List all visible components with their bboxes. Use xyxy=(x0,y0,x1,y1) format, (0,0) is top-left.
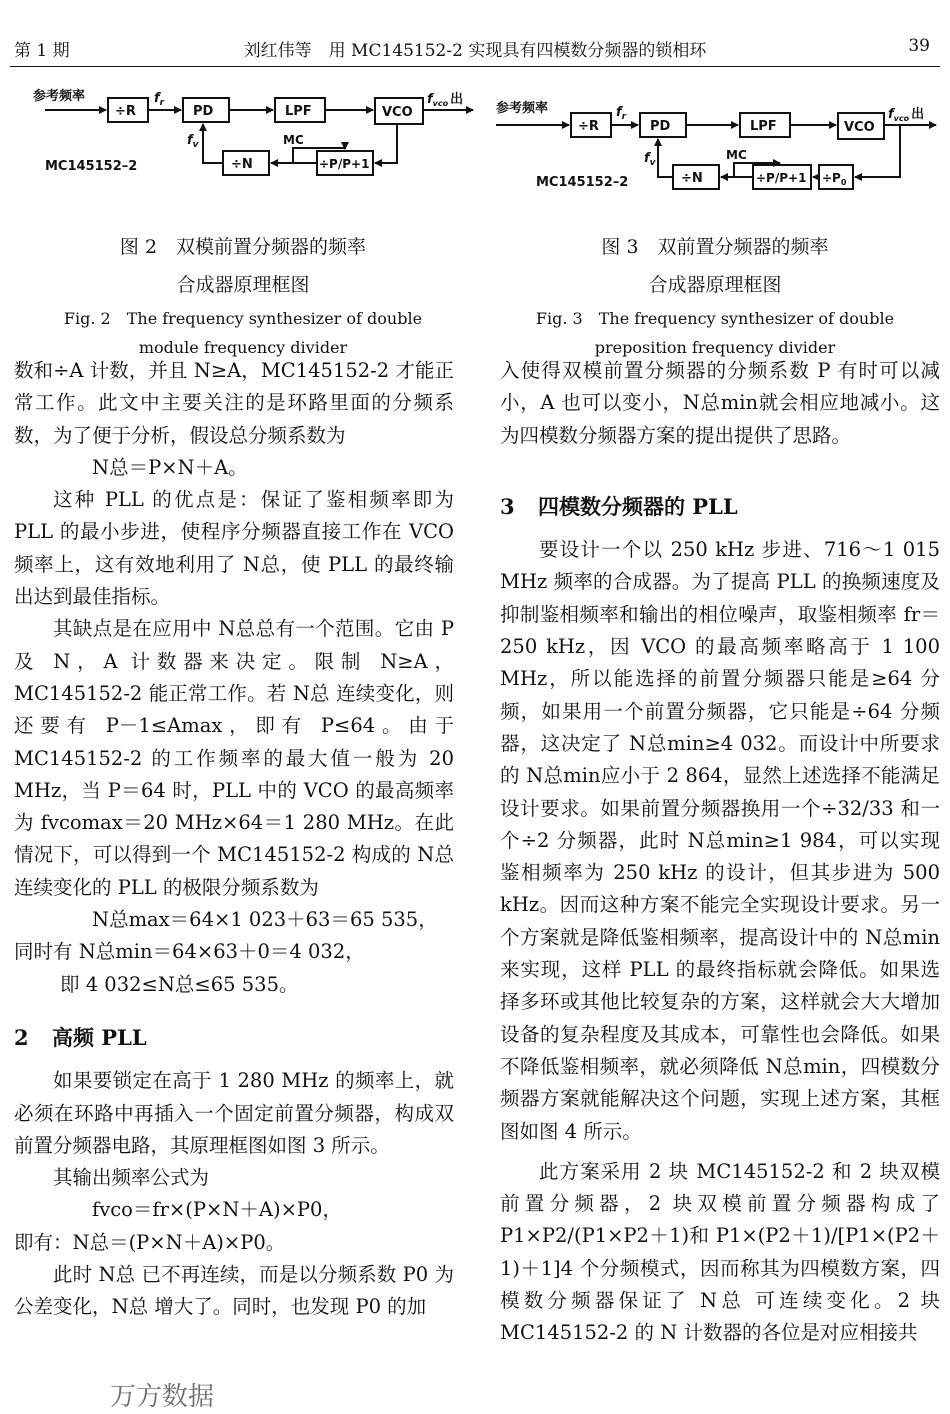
section-3-title: 四模数分频器的 PLL xyxy=(538,493,738,519)
fig3-fv-label: $f_v$ xyxy=(644,151,656,168)
fig2-n-label: ÷N xyxy=(231,157,253,172)
equation-n-total-p0: 即有：N总＝(P×N＋A)×P0。 xyxy=(14,1230,286,1254)
fig2-caption-zh-line2: 合成器原理框图 xyxy=(176,274,310,296)
equation-n-total: N总＝P×N＋A。 xyxy=(92,455,248,479)
section-3-number: 3 xyxy=(500,493,515,519)
fig3-pd-label: PD xyxy=(650,119,671,134)
page-header xyxy=(0,0,950,64)
right-column xyxy=(500,355,940,1350)
fig2-caption-en-line1: Fig. 2 The frequency synthesizer of double xyxy=(63,309,423,328)
fig2-r-label: ÷R xyxy=(115,104,136,119)
section-2-title: 高频 PLL xyxy=(52,1024,147,1050)
left-paragraph-1: 数和÷A 计数，并且 N≥A，MC145152-2 才能正常工作。此文中主要关注的是环路里面的分频系数，为了便于分析，假设总分频系数为 xyxy=(14,359,454,447)
fig3-caption-zh-line1: 图 3 双前置分频器的频率 xyxy=(601,236,829,258)
equation-n-max: N总max＝64×1 023＋63＝65 535， xyxy=(92,908,438,932)
fig3-caption-en-line1: Fig. 3 The frequency synthesizer of double xyxy=(535,309,895,328)
fig2-output-label: $f_{vco}$ 出 xyxy=(427,92,464,108)
right-paragraph-1: 入使得双模前置分频器的分频系数 P 有时可以减小，A 也可以变小，N总min就会相应地减小。这为四模数分频器方案的提出提供了思路。 xyxy=(500,359,940,447)
left-paragraph-4: 如果要锁定在高于 1 280 MHz 的频率上，就必须在环路中再插入一个固定前置分频器，构成双前置分频器电路，其原理框图如图 3 所示。 xyxy=(14,1069,454,1157)
left-column xyxy=(14,355,454,1324)
watermark-text: 万方数据 xyxy=(110,1382,215,1412)
fig3-pp1-label: ÷P/P+1 xyxy=(756,171,807,185)
fig3-p0-label: $\div P_0$ xyxy=(822,171,847,187)
fig2-caption-zh-line1: 图 2 双模前置分频器的频率 xyxy=(119,236,367,258)
fig2-input-label: 参考频率 xyxy=(33,89,86,104)
section-2-heading xyxy=(14,1022,454,1054)
equation-n-min: 同时有 N总min＝64×63＋0＝4 032， xyxy=(14,940,365,964)
figure-3-diagram xyxy=(488,90,943,210)
fig3-fr-label: $f_r$ xyxy=(616,105,627,122)
header-rule xyxy=(10,66,940,67)
running-title: 刘红伟等 用 MC145152-2 实现具有四模数分频器的锁相环 xyxy=(243,41,707,61)
left-paragraph-6: 此时 N总 已不再连续，而是以分频系数 P0 为公差变化，N总 增大了。同时，也发现 P0 的加 xyxy=(14,1263,454,1319)
fig3-lpf-label: LPF xyxy=(750,119,777,134)
page-number: 39 xyxy=(908,36,930,56)
section-2-number: 2 xyxy=(14,1024,29,1050)
fig3-r-label: ÷R xyxy=(578,119,599,134)
fig2-lpf-label: LPF xyxy=(285,104,312,119)
fig3-n-label: ÷N xyxy=(681,171,703,186)
right-paragraph-2: 要设计一个以 250 kHz 步进、716～1 015 MHz 频率的合成器。为了提高 PLL 的换频速度及抑制鉴相频率和输出的相位噪声，取鉴相频率 fr＝250 kHz，因 VCO 的最高频率略高于 1 100 MHz，所以能选择的前置分频器只能是≥64 分频，如果用一个前置分频器，它只能是÷64 分频器，这决定了 N总min≥4 032。而设计中所要求的 N总min应小于 2 864，显然上述选择不能满足设计要求。如果前置分频器换用一个÷32/33 和一个÷2 分频器，此时 N总min≥1 984，可以实现鉴相频率为 250 kHz 的设计，但其步进为 500 kHz。因而这种方案不能完全实现设计要求。另一个方案就是降低鉴相频率，提高设计中的 N总min来实现，这样 PLL 的最终指标就会降低。如果选择多环或其他比较复杂的方案，这样就会大大增加设备的复杂程度及其成本，可靠性也会降低。如果不降低鉴相频率，就必须降低 N总min，四模数分频器方案就能解决这个问题，实现上述方案，其框图如图 4 所示。 xyxy=(500,538,940,1143)
fig2-vco-label: VCO xyxy=(382,105,413,120)
left-paragraph-5: 其输出频率公式为 xyxy=(53,1166,210,1190)
fig3-chip-label: MC145152–2 xyxy=(536,175,629,190)
fig3-input-label: 参考频率 xyxy=(496,101,549,116)
equation-fvco: fvco＝fr×(P×N＋A)×P0， xyxy=(92,1198,342,1222)
fig2-pp1-label: ÷P/P+1 xyxy=(319,157,370,171)
fig3-caption-en-line2: preposition frequency divider xyxy=(594,338,836,357)
fig2-fv-label: $f_v$ xyxy=(187,133,199,150)
section-3-heading xyxy=(500,491,940,523)
figure-2-diagram xyxy=(25,78,480,213)
fig3-vco-label: VCO xyxy=(844,120,875,135)
fig3-mc-label: MC xyxy=(726,148,747,162)
fig3-output-label: $f_{vco}$ 出 xyxy=(888,107,925,123)
equation-n-range: 即 4 032≤N总≤65 535。 xyxy=(60,972,299,996)
left-paragraph-2: 这种 PLL 的优点是：保证了鉴相频率即为 PLL 的最小步进，使程序分频器直接工作在 VCO 频率上，这有效地利用了 N总，使 PLL 的最终输出达到最佳指标。 xyxy=(14,488,454,609)
figure-2-caption xyxy=(18,228,468,362)
fig2-caption-en-line2: module frequency divider xyxy=(138,338,348,357)
fig2-chip-label: MC145152–2 xyxy=(45,159,138,174)
issue-label: 第 1 期 xyxy=(14,41,70,61)
figure-3-caption xyxy=(490,228,940,362)
right-paragraph-3: 此方案采用 2 块 MC145152-2 和 2 块双模前置分频器，2 块双模前置分频器构成了 P1×P2/(P1×P2＋1)和 P1×(P2＋1)/[P1×(P2＋1)＋1]4 个分频模式，因而称其为四模数方案，四模数分频器保证了 N总 可连续变化。2 块 MC145152-2 的 N 计数器的各位是对应相接共 xyxy=(500,1159,940,1345)
fig3-caption-zh-line2: 合成器原理框图 xyxy=(648,274,782,296)
fig2-mc-label: MC xyxy=(283,133,304,147)
left-paragraph-3: 其缺点是在应用中 N总总有一个范围。它由 P 及 N，A 计数器来决定。限制 N≥A，MC145152-2 能正常工作。若 N总 连续变化，则还要有 P－1≤Amax，即有 P≤64。由于 MC145152-2 的工作频率的最大值一般为 20 MHz，当 P＝64 时，PLL 中的 VCO 的最高频率为 fvcomax＝20 MHz×64＝1 280 MHz。在此情况下，可以得到一个 MC145152-2 构成的 N总连续变化的 PLL 的极限分频系数为 xyxy=(14,617,454,899)
fig2-pd-label: PD xyxy=(193,104,214,119)
fig2-fr-label: $f_r$ xyxy=(154,91,165,108)
